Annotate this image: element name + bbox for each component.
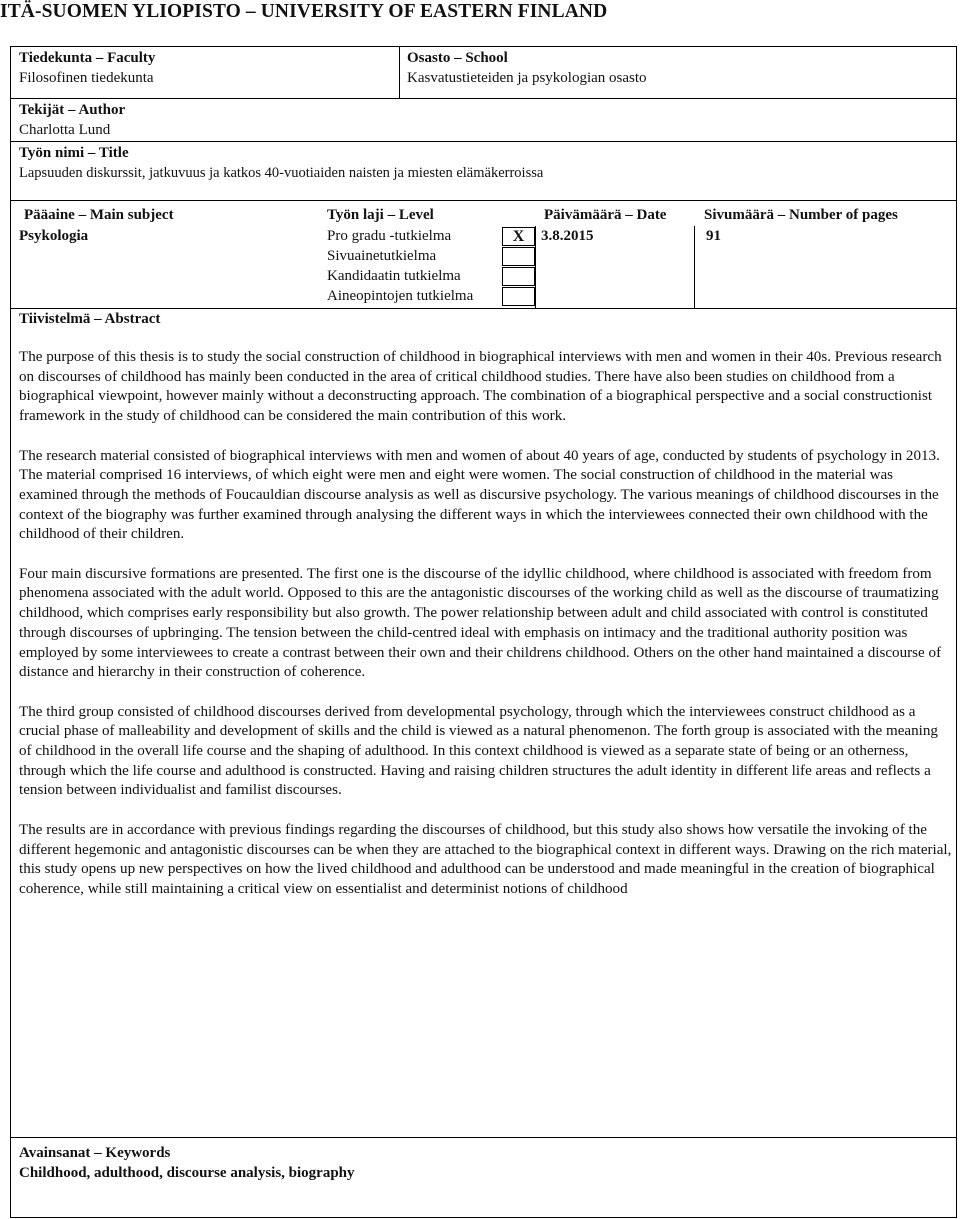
faculty-row-divider [10,98,957,99]
date-label: Päivämäärä – Date [544,207,667,223]
abstract-paragraph: The purpose of this thesis is to study the social construction of childhood in biographical interviews with men and women in their 40s. Previous research on discourses of childhood has mainly been conducted in the area of critical childhood studies. There have also been studies on childhood from a biographical viewpoint, however mainly without a deconstructing approach. The combination of a biographical perspective and a social constructionist framework in the study of childhood can be considered the main contribution of this work. [19,349,942,425]
level-checkbox-kandidaatin[interactable] [502,267,535,286]
abstract-body [19,348,954,919]
date-right-divider [694,226,695,308]
keywords-row-divider [10,1137,957,1138]
keywords-label: Avainsanat – Keywords [19,1145,171,1161]
school-label: Osasto – School [407,50,508,66]
pages-value: 91 [706,228,721,244]
university-header: ITÄ-SUOMEN YLIOPISTO – UNIVERSITY OF EASTERN FINLAND [0,1,608,22]
abstract-paragraph: The results are in accordance with previous findings regarding the discourses of childhood, but this study also shows how versatile the invoking of the different hegemonic and antagonistic discourses can be when they are attached to the biographical context in different ways. Drawing on the rich material, this study opens up new perspectives on how the lived childhood and adulthood can be understood and made meaningful in the creation of biographical coherence, while still maintaining a critical view on essentialist and determinist notions of childhood [19,821,952,897]
level-right-divider [535,226,536,308]
author-value: Charlotta Lund [19,122,111,138]
author-row-divider [10,141,957,142]
author-label: Tekijät – Author [19,102,126,118]
main-subject-label: Pääaine – Main subject [24,207,174,223]
abstract-paragraph: The research material consisted of biographical interviews with men and women of about 40 years of age, conducted by students of psychology in 2013. The material comprised 16 interviews, of which eight were men and eight were women. The social construction of childhood in the material was examined through the methods of Foucauldian discourse analysis as well as discursive psychology. The various meanings of childhood discourses in the context of the biography was further examined through analysing the different ways in which the interviewees connected their own childhood with the childhood of their children. [19,447,940,543]
pages-label: Sivumäärä – Number of pages [704,207,898,223]
date-value: 3.8.2015 [541,228,594,244]
level-option-aineopintojen: Aineopintojen tutkielma [327,288,474,304]
level-checkbox-pro-gradu[interactable]: X [502,227,535,246]
level-checkbox-aineopintojen[interactable] [502,287,535,306]
faculty-value: Filosofinen tiedekunta [19,70,154,86]
main-subject-value: Psykologia [19,228,89,244]
abstract-paragraph: Four main discursive formations are presented. The first one is the discourse of the idyllic childhood, where childhood is associated with freedom from phenomena associated with the adult world. Opposed to this are the antagonistic discourses of the working child as well as the discourse of traumatizing childhood, which comprises early responsibility but also growth. The power relationship between adult and child associated with control is constituted through discourses of upbringing. The tension between the child-centred ideal with emphasis on intimacy and the traditional authority position was employed by some interviewees to create a contrast between their own and their childrens childhood. Others on the other hand maintained a discourse of distance and hierarchy in their construction of coherence. [19,565,942,681]
faculty-school-divider [399,46,400,99]
faculty-label: Tiedekunta – Faculty [19,50,156,66]
abstract-paragraph: The third group consisted of childhood discourses derived from developmental psychology, through which the interviewees construct childhood as a crucial phase of malleability and development of skills and the child is viewed as a natural phenomenon. The forth group is associated with the meaning of childhood in the overall life course and the shaping of adulthood. In this context childhood is viewed as a separate state of being or an otherness, through which the life course and adulthood is constructed. Having and raising children structures the adult identity in different life areas and reflects a tension between individualist and familist discourses. [19,703,938,799]
abstract-label: Tiivistelmä – Abstract [19,311,161,327]
title-value: Lapsuuden diskurssit, jatkuvuus ja katkos 40-vuotiaiden naisten ja miesten elämäkerroissa [19,165,544,181]
level-checkbox-sivuaine[interactable] [502,247,535,266]
keywords-value: Childhood, adulthood, discourse analysis, biography [19,1165,355,1181]
level-option-sivuaine: Sivuainetutkielma [327,248,437,264]
level-option-kandidaatin: Kandidaatin tutkielma [327,268,461,284]
title-label: Työn nimi – Title [19,145,129,161]
level-option-pro-gradu: Pro gradu -tutkielma [327,228,452,244]
school-value: Kasvatustieteiden ja psykologian osasto [407,70,647,86]
title-row-divider [10,200,957,201]
level-label: Työn laji – Level [327,207,434,223]
